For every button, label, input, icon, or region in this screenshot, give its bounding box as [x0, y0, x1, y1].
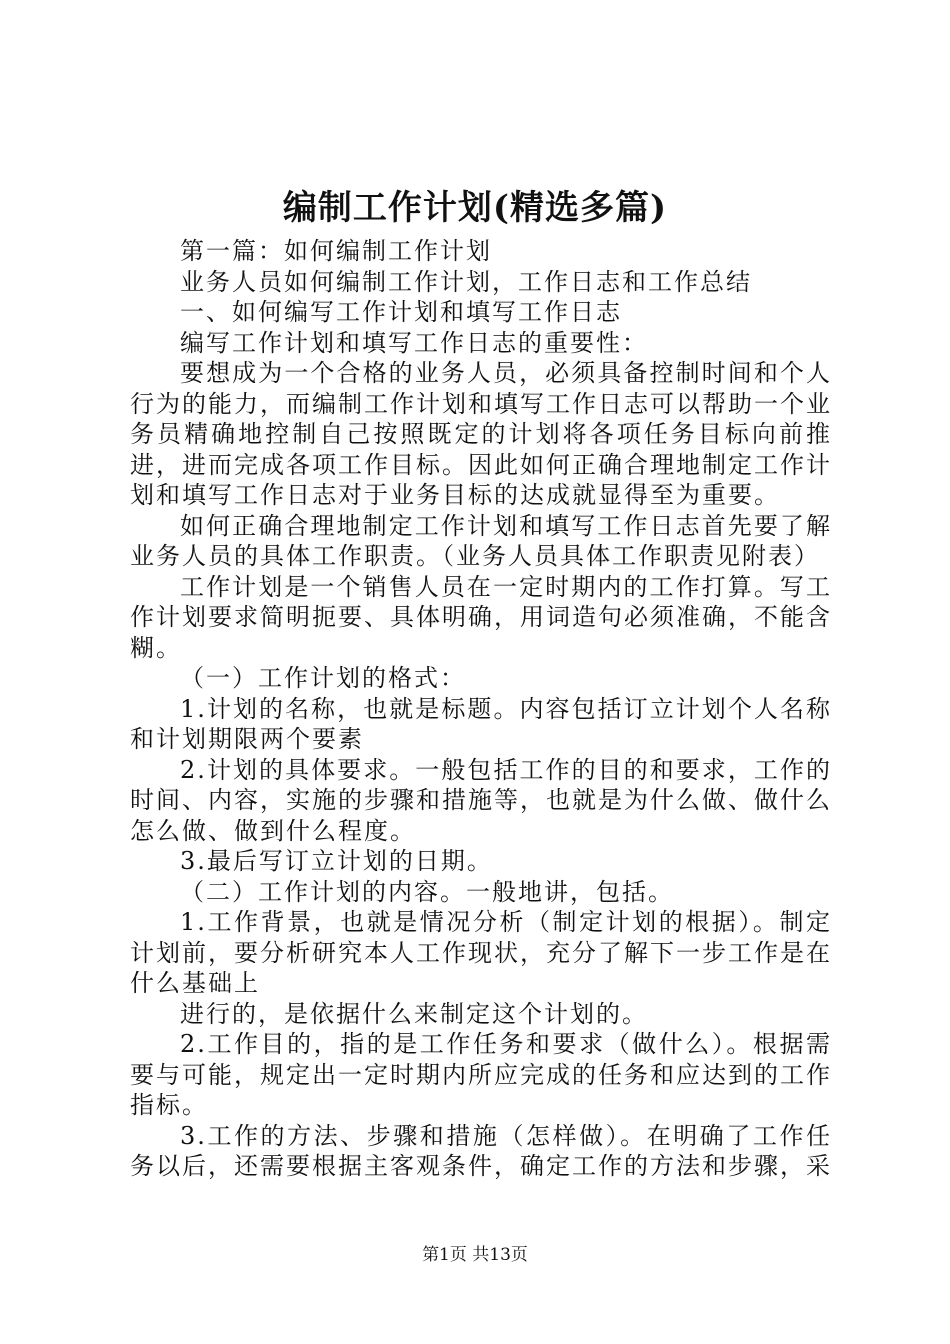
paragraph: 2.计划的具体要求。一般包括工作的目的和要求，工作的时间、内容，实施的步骤和措施等，也就是为什么做、做什么怎么做、做到什么程度。	[130, 755, 832, 845]
paragraph: 工作计划是一个销售人员在一定时期内的工作打算。写工作计划要求简明扼要、具体明确，用词造句必须准确，不能含糊。	[130, 572, 832, 662]
document-title: 编制工作计划(精选多篇)	[282, 188, 668, 228]
paragraph: （一）工作计划的格式：	[180, 664, 466, 692]
paragraph: 进行的，是依据什么来制定这个计划的。	[180, 999, 648, 1028]
document-body	[130, 236, 832, 1182]
paragraph: 1.工作背景，也就是情况分析（制定计划的根据）。制定计划前，要分析研究本人工作现状，充分了解下一步工作是在什么基础上	[130, 908, 832, 997]
paragraph: 编写工作计划和填写工作日志的重要性：	[180, 328, 648, 357]
paragraph: （二）工作计划的内容。一般地讲，包括。	[180, 877, 674, 906]
paragraph: 业务人员如何编制工作计划，工作日志和工作总结	[180, 267, 752, 296]
paragraph: 如何正确合理地制定工作计划和填写工作日志首先要了解业务人员的具体工作职责。（业务人员具体工作职责见附表）	[130, 511, 832, 570]
page-footer: 第1页 共13页	[422, 1245, 528, 1265]
paragraph: 3.最后写订立计划的日期。	[180, 847, 493, 875]
paragraph: 第一篇：如何编制工作计划	[180, 237, 492, 265]
paragraph: 2.工作目的，指的是工作任务和要求（做什么）。根据需要与可能，规定出一定时期内所应完成的任务和应达到的工作指标。	[130, 1030, 832, 1119]
paragraph: 1.计划的名称，也就是标题。内容包括订立计划个人名称和计划期限两个要素	[130, 694, 832, 753]
paragraph: 要想成为一个合格的业务人员，必须具备控制时间和个人行为的能力，而编制工作计划和填写工作日志可以帮助一个业务员精确地控制自己按照既定的计划将各项任务目标向前推进，进而完成各项工作目标。因此如何正确合理地制定工作计划和填写工作日志对于业务目标的达成就显得至为重要。	[130, 359, 832, 509]
paragraph: 3.工作的方法、步骤和措施（怎样做）。在明确了工作任务以后，还需要根据主客观条件，确定工作的方法和步骤，采	[130, 1121, 832, 1180]
paragraph: 一、如何编写工作计划和填写工作日志	[180, 298, 622, 326]
